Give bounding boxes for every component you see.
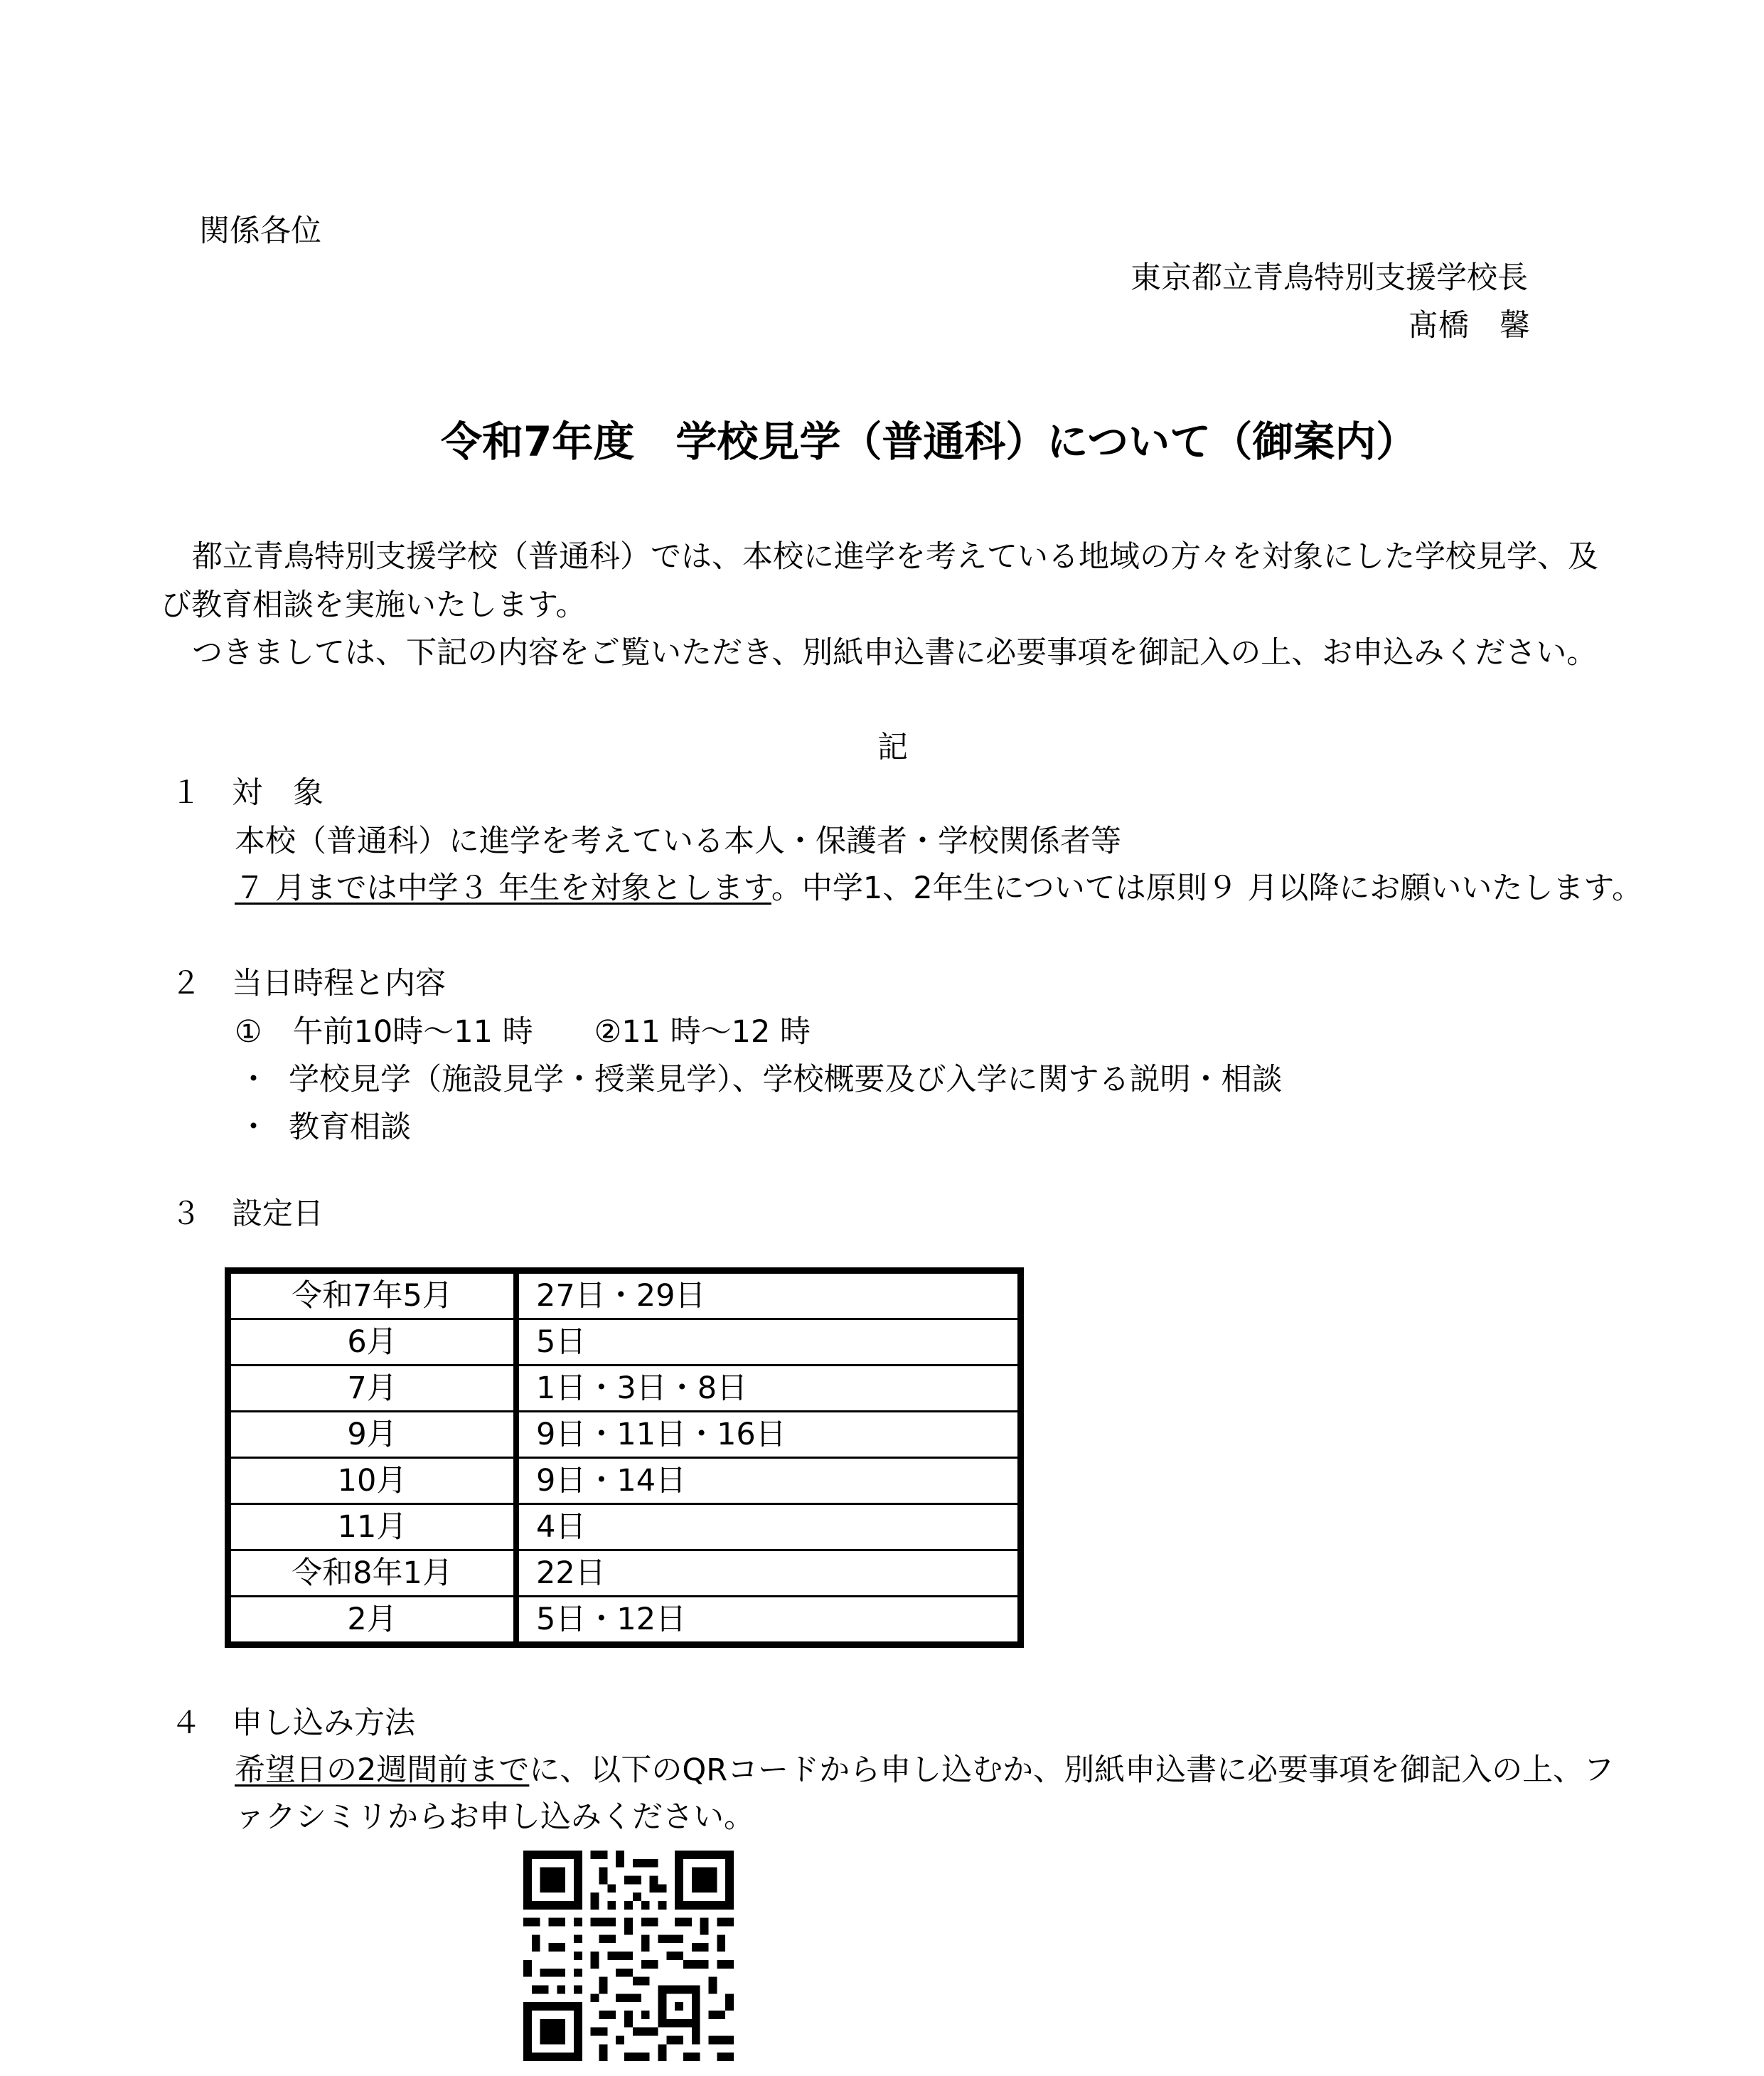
section2-times: ① 午前10時～11 時 ②11 時～12 時 — [235, 1014, 811, 1050]
month-cell: 10月 — [228, 1458, 517, 1504]
table-row — [228, 1412, 1021, 1458]
sender-school: 東京都立青鳥特別支援学校長 — [1130, 260, 1528, 296]
section1-heading: １ 対 象 — [171, 775, 324, 811]
days-cell: 1日・3日・8日 — [516, 1366, 1021, 1412]
section3-heading: ３ 設定日 — [171, 1196, 324, 1232]
table-row — [228, 1504, 1021, 1550]
days-cell: 27日・29日 — [516, 1271, 1021, 1319]
section1-line-2 — [235, 873, 1642, 904]
bullet-mark: ・ — [238, 1062, 269, 1097]
table-row — [228, 1271, 1021, 1319]
intro-line-2: び教育相談を実施いたします。 — [161, 587, 587, 623]
month-cell: 6月 — [228, 1319, 517, 1366]
table-row — [228, 1550, 1021, 1597]
dates-table — [225, 1267, 1024, 1648]
table-row — [228, 1319, 1021, 1366]
bullet-mark: ・ — [238, 1109, 269, 1145]
month-cell: 7月 — [228, 1366, 517, 1412]
section4-line-1 — [235, 1752, 1615, 1788]
days-cell: 22日 — [516, 1550, 1021, 1597]
section2-bullet-1-text: 学校見学（施設見学・授業見学）、学校概要及び入学に関する説明・相談 — [289, 1062, 1283, 1097]
section1-underlined-note: ７ 月までは中学３ 年生を対象とします — [235, 871, 771, 906]
section2-bullet-1 — [238, 1062, 269, 1097]
intro-line-3: つきましては、下記の内容をご覧いただき、別紙申込書に必要事項を御記入の上、お申込みください。 — [192, 635, 1598, 671]
document-title: 令和7年度 学校見学（普通科）について（御案内） — [441, 417, 1418, 466]
qr-code-icon[interactable] — [523, 1851, 734, 2061]
section4-heading: ４ 申し込み方法 — [171, 1705, 415, 1741]
section2-heading: ２ 当日時程と内容 — [171, 966, 446, 1001]
section4-line-1-rest: に、以下のQRコードから申し込むか、別紙申込書に必要事項を御記入の上、フ — [529, 1752, 1615, 1788]
section1-line-1: 本校（普通科）に進学を考えている本人・保護者・学校関係者等 — [235, 824, 1121, 859]
section2-bullet-2 — [238, 1109, 269, 1145]
intro-line-1: 都立青鳥特別支援学校（普通科）では、本校に進学を考えている地域の方々を対象にした学校見学、及 — [192, 539, 1598, 575]
month-cell: 9月 — [228, 1412, 517, 1458]
days-cell: 5日 — [516, 1319, 1021, 1366]
ki-heading: 記 — [877, 730, 908, 765]
days-cell: 5日・12日 — [516, 1597, 1021, 1645]
month-cell: 2月 — [228, 1597, 517, 1645]
section4-line-2: ァクシミリからお申し込みください。 — [235, 1799, 754, 1835]
days-cell: 9日・11日・16日 — [516, 1412, 1021, 1458]
table-row — [228, 1597, 1021, 1645]
table-row — [228, 1458, 1021, 1504]
addressee: 関係各位 — [199, 213, 321, 249]
sender-name: 髙橋 馨 — [1408, 308, 1530, 344]
table-row — [228, 1366, 1021, 1412]
month-cell: 11月 — [228, 1504, 517, 1550]
days-cell: 4日 — [516, 1504, 1021, 1550]
section2-bullet-2-text: 教育相談 — [289, 1109, 411, 1145]
section4-underlined-deadline: 希望日の2週間前まで — [235, 1752, 530, 1788]
section1-note-rest: 。中学1、2年生については原則９ 月以降にお願いいたします。 — [771, 871, 1642, 906]
days-cell: 9日・14日 — [516, 1458, 1021, 1504]
month-cell: 令和7年5月 — [228, 1271, 517, 1319]
month-cell: 令和8年1月 — [228, 1550, 517, 1597]
